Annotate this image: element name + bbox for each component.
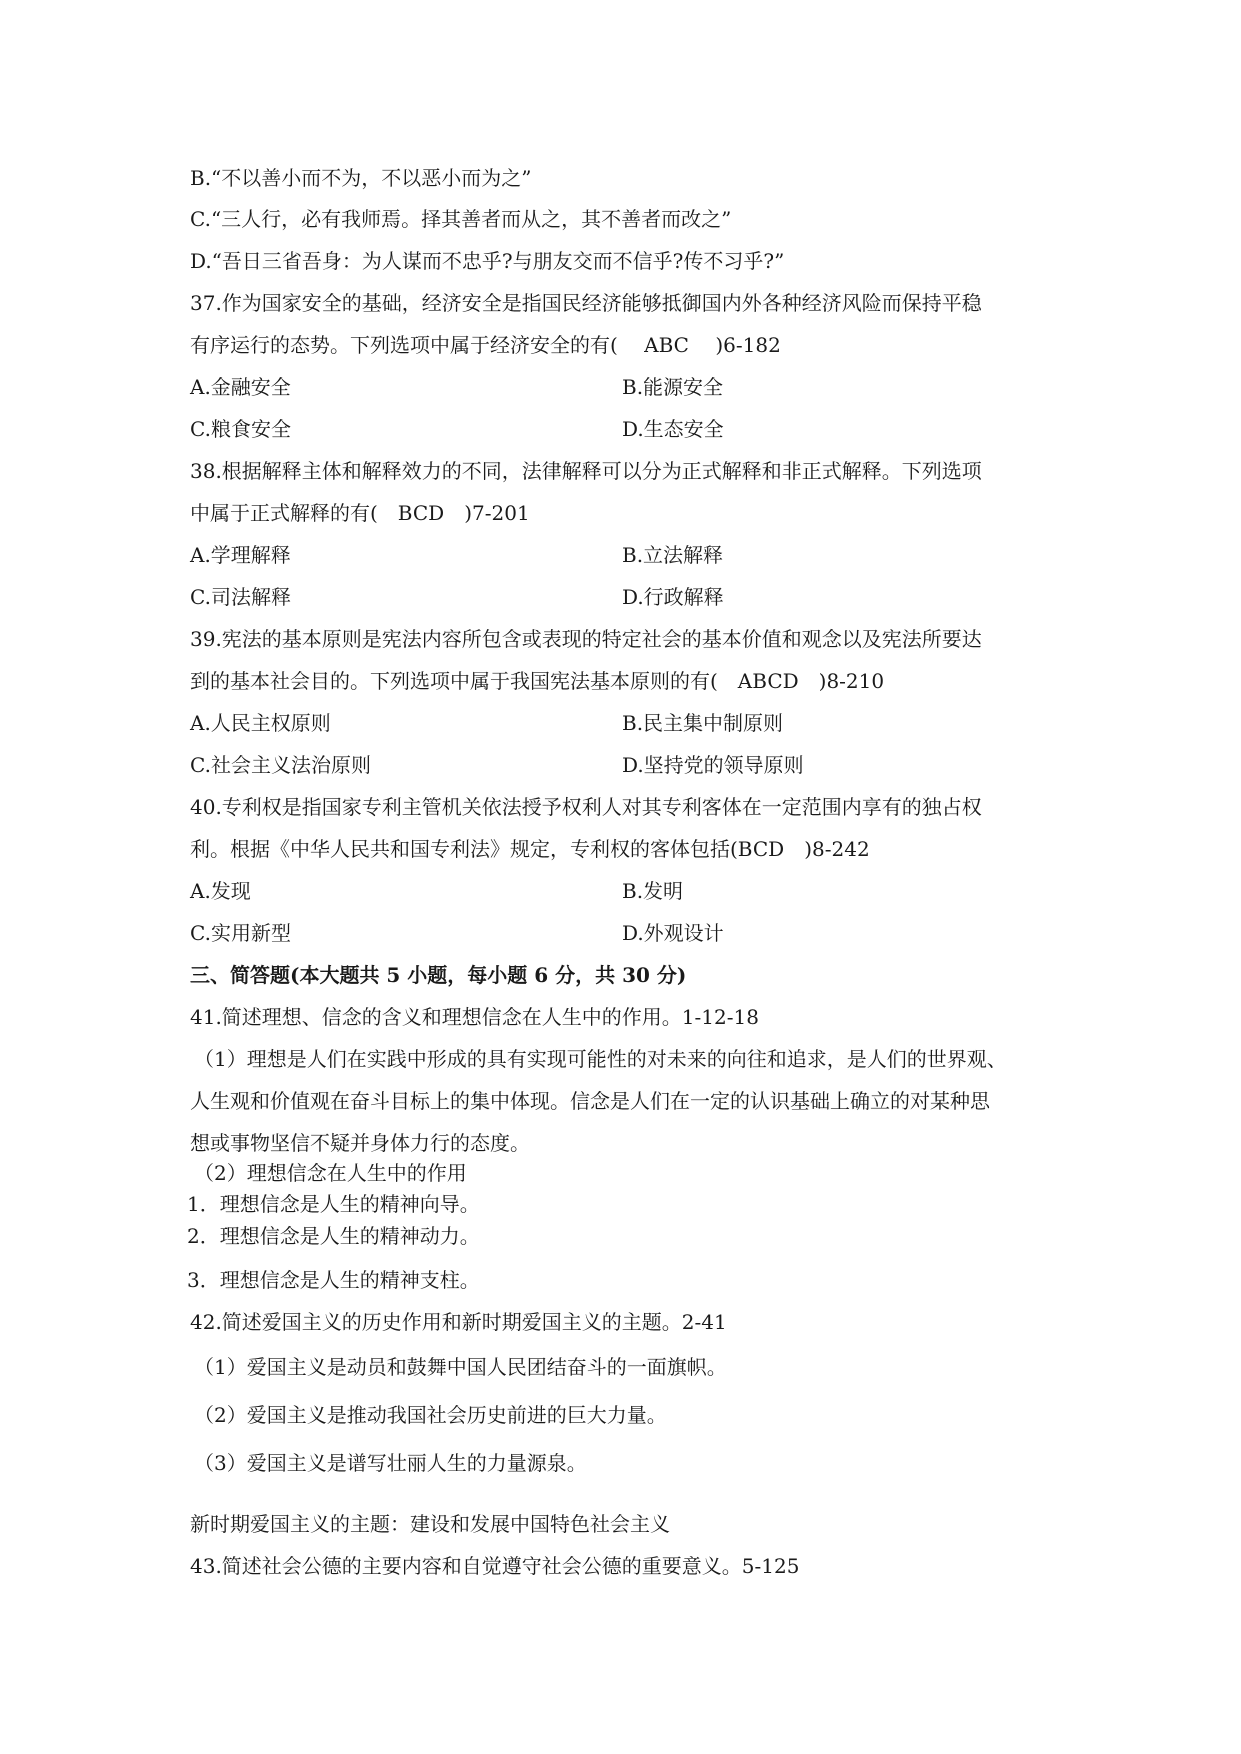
answer-41-p1-line2: 人生观和价值观在奋斗目标上的集中体现。信念是人们在一定的认识基础上确立的对某种思 [190,1089,990,1113]
question-39: 39.宪法的基本原则是宪法内容所包含或表现的特定社会的基本价值和观念以及宪法所要达 [190,627,982,651]
q39-option-b: B.民主集中制原则 [622,711,784,735]
q38-option-c: C.司法解释 [190,585,291,609]
answer-41-item-2: 2．理想信念是人生的精神动力。 [187,1224,480,1248]
question-40: 40.专利权是指国家专利主管机关依法授予权利人对其专利客体在一定范围内享有的独占权 [190,795,982,819]
answer-42-p2: （2）爱国主义是推动我国社会历史前进的巨大力量。 [194,1403,667,1427]
answer-42-theme: 新时期爱国主义的主题：建设和发展中国特色社会主义 [190,1512,670,1536]
question-37: 37.作为国家安全的基础，经济安全是指国民经济能够抵御国内外各种经济风险而保持平稳 [190,291,982,315]
answer-41-p1-line3: 想或事物坚信不疑并身体力行的态度。 [190,1131,530,1155]
q40-option-b: B.发明 [622,879,684,903]
q37-option-a: A.金融安全 [190,375,291,399]
q38-option-b: B.立法解释 [622,543,724,567]
q37-option-b: B.能源安全 [622,375,724,399]
question-40-line2: 利。根据《中华人民共和国专利法》规定，专利权的客体包括(BCD )8-242 [190,837,870,861]
q39-option-a: A.人民主权原则 [190,711,331,735]
q39-option-c: C.社会主义法治原则 [190,753,371,777]
answer-42-p3: （3）爱国主义是谱写壮丽人生的力量源泉。 [194,1451,587,1475]
option-b: B.“不以善小而不为，不以恶小而为之” [190,166,532,190]
q40-option-d: D.外观设计 [622,921,724,945]
question-39-line2: 到的基本社会目的。下列选项中属于我国宪法基本原则的有( ABCD )8-210 [190,669,885,693]
answer-41-p1: （1）理想是人们在实践中形成的具有实现可能性的对未来的向往和追求，是人们的世界观、 [194,1047,1007,1071]
q38-option-a: A.学理解释 [190,543,291,567]
question-38-line2: 中属于正式解释的有( BCD )7-201 [190,501,530,525]
question-38: 38.根据解释主体和解释效力的不同，法律解释可以分为正式解释和非正式解释。下列选项 [190,459,982,483]
answer-41-item-1: 1．理想信念是人生的精神向导。 [187,1192,480,1216]
question-41: 41.简述理想、信念的含义和理想信念在人生中的作用。1-12-18 [190,1005,759,1029]
question-43: 43.简述社会公德的主要内容和自觉遵守社会公德的重要意义。5-125 [190,1554,800,1578]
q37-option-c: C.粮食安全 [190,417,291,441]
question-37-line2: 有序运行的态势。下列选项中属于经济安全的有( ABC )6-182 [190,333,781,357]
answer-41-p2: （2）理想信念在人生中的作用 [194,1161,467,1185]
q40-option-a: A.发现 [190,879,251,903]
option-d: D.“吾日三省吾身：为人谋而不忠乎?与朋友交而不信乎?传不习乎?” [190,249,785,273]
q39-option-d: D.坚持党的领导原则 [622,753,804,777]
answer-42-p1: （1）爱国主义是动员和鼓舞中国人民团结奋斗的一面旗帜。 [194,1355,727,1379]
section-heading: 三、简答题(本大题共 5 小题，每小题 6 分，共 30 分) [190,963,687,987]
answer-41-item-3: 3．理想信念是人生的精神支柱。 [187,1268,480,1292]
question-42: 42.简述爱国主义的历史作用和新时期爱国主义的主题。2-41 [190,1310,727,1334]
q38-option-d: D.行政解释 [622,585,724,609]
q37-option-d: D.生态安全 [622,417,724,441]
q40-option-c: C.实用新型 [190,921,291,945]
option-c: C.“三人行，必有我师焉。择其善者而从之，其不善者而改之” [190,207,732,231]
